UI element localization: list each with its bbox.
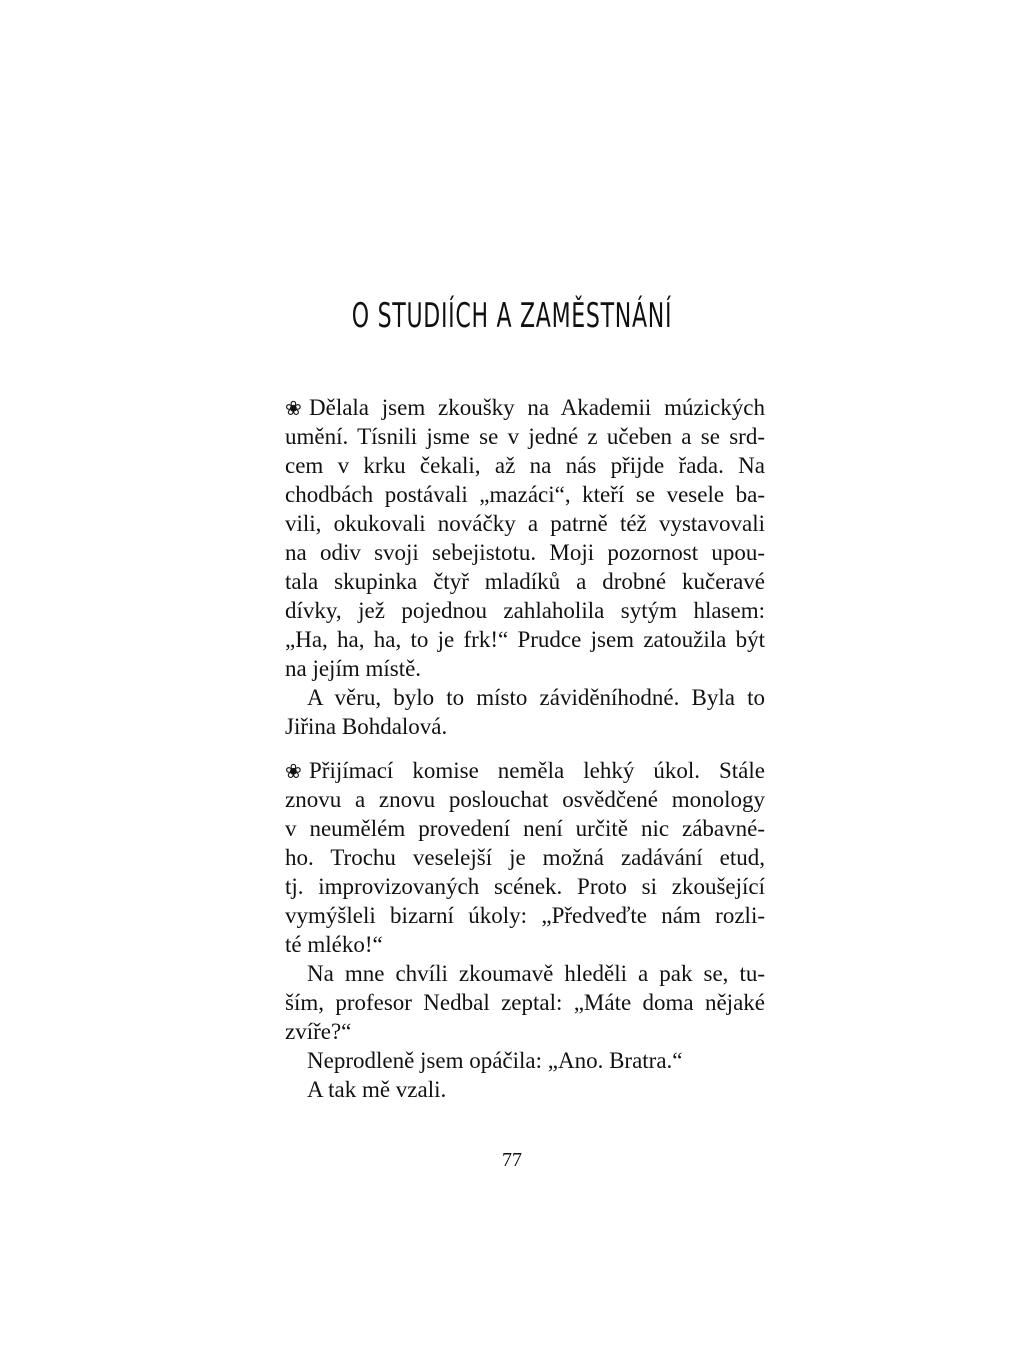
paragraph-line: vymýšleli bizarní úkoly: „Předveďte nám rozli- xyxy=(285,903,765,928)
paragraph-line: Na mne chvíli zkoumavě hleděli a pak se, tu- xyxy=(307,961,765,986)
paragraph-line: tala skupinka čtyř mladíků a drobné kučeravé xyxy=(285,569,765,594)
flower-ornament-icon: ❀ xyxy=(285,398,302,420)
paragraph-line: vili, okukovali nováčky a patrně též vystavovali xyxy=(285,511,765,536)
paragraph-text: Přijímací komise neměla lehký úkol. Stále xyxy=(309,758,765,783)
paragraph-text: Dělala jsem zkoušky na Akademii múzických xyxy=(309,395,765,420)
section-2 xyxy=(285,756,765,1104)
paragraph-line: té mléko!“ xyxy=(285,932,383,957)
section-1 xyxy=(285,393,765,741)
flower-ornament-icon: ❀ xyxy=(285,761,302,783)
paragraph-line: cem v krku čekali, až na nás přijde řada. Na xyxy=(285,453,765,478)
paragraph-line: Neprodleně jsem opáčila: „Ano. Bratra.“ xyxy=(307,1048,683,1073)
paragraph-line xyxy=(285,756,765,785)
paragraph-line: dívky, jež pojednou zahlaholila sytým hlasem: xyxy=(285,598,765,623)
paragraph-line: na odiv svoji sebejistotu. Moji pozornost upou- xyxy=(285,540,765,565)
page-number: 77 xyxy=(502,1149,522,1171)
paragraph-line: A věru, bylo to místo záviděníhodné. Byla to xyxy=(307,685,765,710)
paragraph-line: A tak mě vzali. xyxy=(307,1077,447,1102)
paragraph-line: tj. improvizovaných scének. Proto si zkoušející xyxy=(285,874,765,899)
paragraph-line: ším, profesor Nedbal zeptal: „Máte doma nějaké xyxy=(285,990,765,1015)
paragraph-line: chodbách postávali „mazáci“, kteří se vesele ba- xyxy=(285,482,765,507)
paragraph-line: na jejím místě. xyxy=(285,656,422,681)
paragraph-line: Jiřina Bohdalová. xyxy=(285,714,448,739)
paragraph-line xyxy=(285,393,765,422)
paragraph-line: v neumělém provedení není určitě nic zábavné- xyxy=(285,816,765,841)
paragraph-line: „Ha, ha, ha, to je frk!“ Prudce jsem zatoužila být xyxy=(285,627,765,652)
paragraph-line: ho. Trochu veselejší je možná zadávání etud, xyxy=(285,845,765,870)
chapter-title: O STUDIÍCH A ZAMĚSTNÁNÍ xyxy=(351,296,673,336)
paragraph-line: umění. Tísnili jsme se v jedné z učeben a se srd- xyxy=(285,424,765,449)
paragraph-line: zvíře?“ xyxy=(285,1019,352,1044)
paragraph-line: znovu a znovu poslouchat osvědčené monology xyxy=(285,787,765,812)
